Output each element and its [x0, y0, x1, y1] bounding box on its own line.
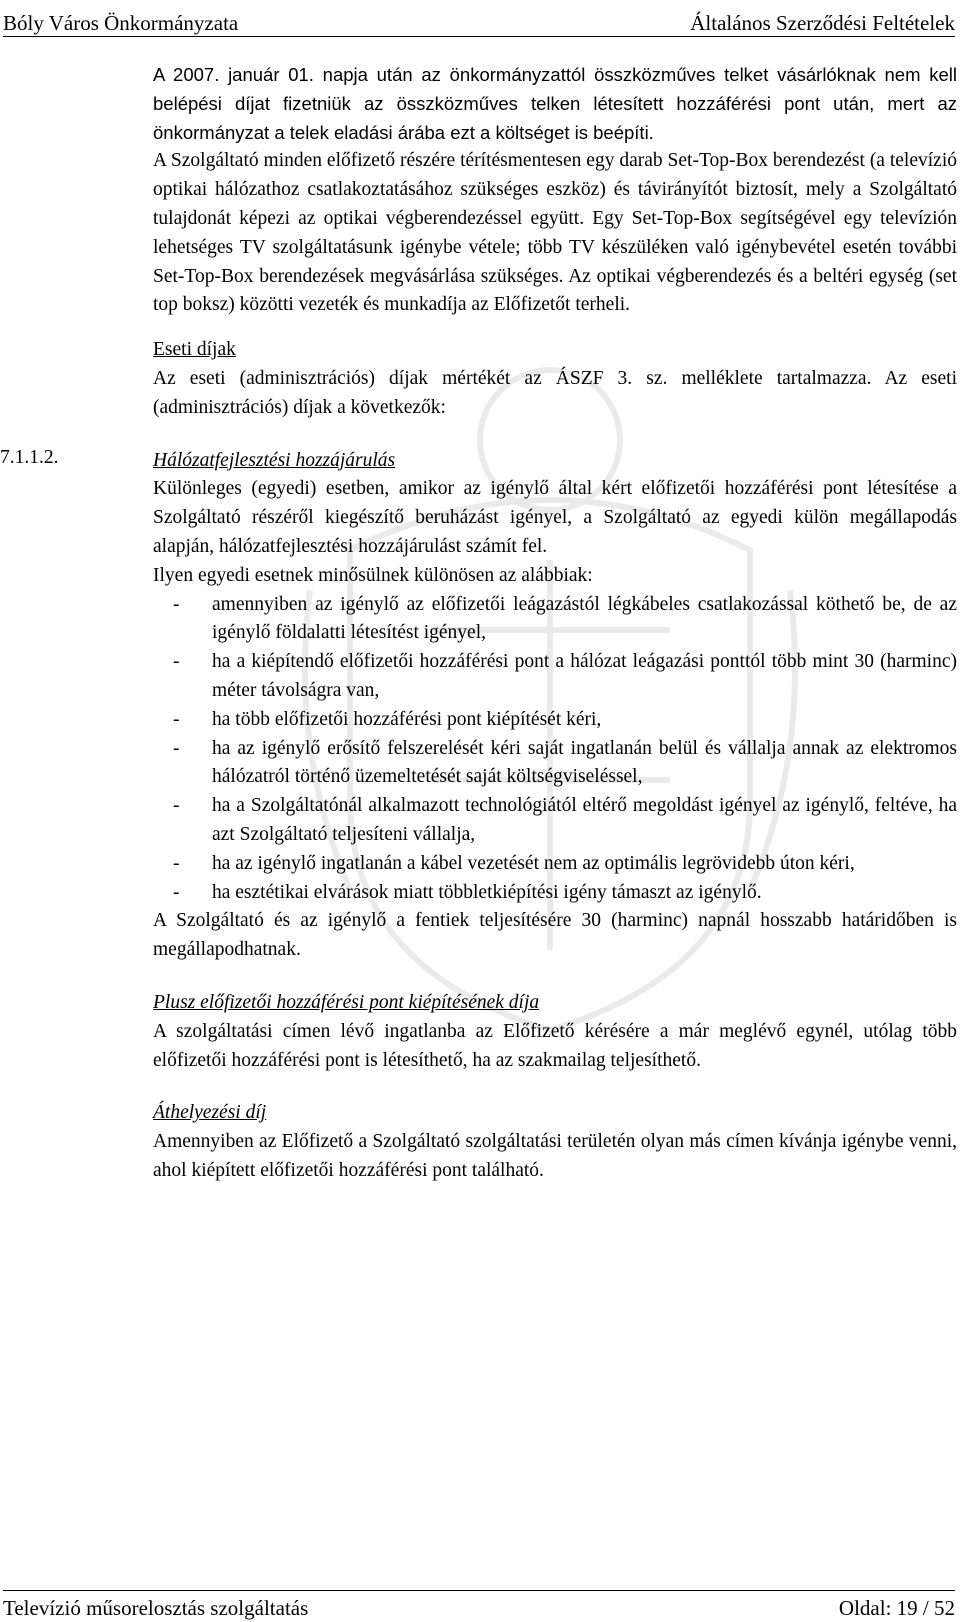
network-text: Különleges (egyedi) esetben, amikor az igénylő által kért előfizetői hozzáférési pont létesítése a Szolgáltató részéről kiegészítő beruházást igényel, a Szolgáltató az egyedi külön megállapodás alapján, hálózatfejlesztési hozzájárulást számít fel.	[153, 478, 957, 557]
list-item: - amennyiben az igénylő az előfizetői leágazástól légkábeles csatlakozással köthető be, de az igénylő földalatti létesítést igényel,	[173, 593, 957, 644]
page-footer	[3, 1590, 955, 1621]
extra-point-text: A szolgáltatási címen lévő ingatlanba az Előfizető kérésére a már meglévő egynél, utólag több előfizetői hozzáférési pont is létesíthető, ha az szakmailag teljesíthető.	[153, 1020, 957, 1071]
header-document-title: Általános Szerződési Feltételek	[690, 11, 955, 35]
subsection-title-extra-point: Plusz előfizetői hozzáférési pont kiépítésének díja	[153, 991, 540, 1013]
relocation-text: Amennyiben az Előfizető a Szolgáltató szolgáltatási területén olyan más címen kívánja igénybe venni, ahol kiépített előfizetői hozzáférési pont található.	[153, 1131, 957, 1181]
network-closing: A Szolgáltató és az igénylő a fentiek teljesítésére 30 (harminc) napnál hosszabb határidőben is megállapodhatnak.	[153, 910, 957, 961]
network-case-list	[153, 591, 957, 908]
list-item: - ha a Szolgáltatónál alkalmazott technológiától eltérő megoldást igényel az igénylő, feltéve, ha azt Szolgáltató teljesíteni vállalja,	[173, 795, 957, 845]
page-header	[3, 4, 955, 37]
footer-page-number: Oldal: 19 / 52	[838, 1596, 955, 1620]
header-municipality: Bóly Város Önkormányzata	[3, 11, 239, 35]
list-item: - ha az igénylő erősítő felszerelését kéri saját ingatlanán belül és vállalja annak az elektromos hálózatról történő üzemeltetését saját költségviseléssel,	[173, 737, 957, 788]
list-item: - ha több előfizetői hozzáférési pont kiépítését kéri,	[173, 708, 602, 730]
subsection-title-network: Hálózatfejlesztési hozzájárulás	[153, 449, 396, 471]
section-intro: Az eseti (adminisztrációs) díjak mértékét az ÁSZF 3. sz. melléklete tartalmazza. Az eseti (adminisztrációs) díjak a következők:	[153, 367, 957, 418]
section-number: 7.1.1.2.	[0, 447, 59, 468]
section-title: Eseti díjak	[153, 339, 236, 361]
footer-service-name: Televízió műsorelosztás szolgáltatás	[3, 1596, 309, 1620]
subsection-title-relocation: Áthelyezési díj	[153, 1102, 267, 1124]
paragraph-entry-fee: A 2007. január 01. napja után az önkormányzattól összközműves telket vásárlóknak nem kell belépési díjat fizetniük az összközműves telken létesített hozzáférési pont után, mert az önkormányzat a telek eladási árába ezt a költséget is beépíti.	[153, 64, 957, 143]
list-item: - ha a kiépítendő előfizetői hozzáférési pont a hálózat leágazási ponttól több mint 30 (harminc) méter távolságra van,	[173, 651, 957, 701]
document-body	[153, 61, 957, 1186]
list-item: - ha az igénylő ingatlanán a kábel vezetését nem az optimális legrövidebb úton kéri,	[173, 852, 855, 874]
paragraph-set-top-box: A Szolgáltató minden előfizető részére térítésmentesen egy darab Set-Top-Box berendezést (a televízió optikai hálózathoz csatlakoztatásához szükséges eszköz) és távirányítót biztosít, mely a Szolgáltató tulajdonát képezi az optikai végberendezéssel együtt. Egy Set-Top-Box segítségével egy televízión lehetséges TV szolgáltatásunk igénybe vétele; több TV készüléken való igénybevétel esetén további Set-Top-Box berendezések megvásárlása szükséges. Az optikai végberendezés és a beltéri egység (set top boksz) közötti vezeték és munkadíja az Előfizetőt terheli.	[153, 150, 957, 316]
list-item: - ha esztétikai elvárások miatt többletkiépítési igény támaszt az igénylő.	[173, 881, 762, 903]
network-list-intro: Ilyen egyedi esetnek minősülnek különösen az alábbiak:	[153, 564, 593, 586]
